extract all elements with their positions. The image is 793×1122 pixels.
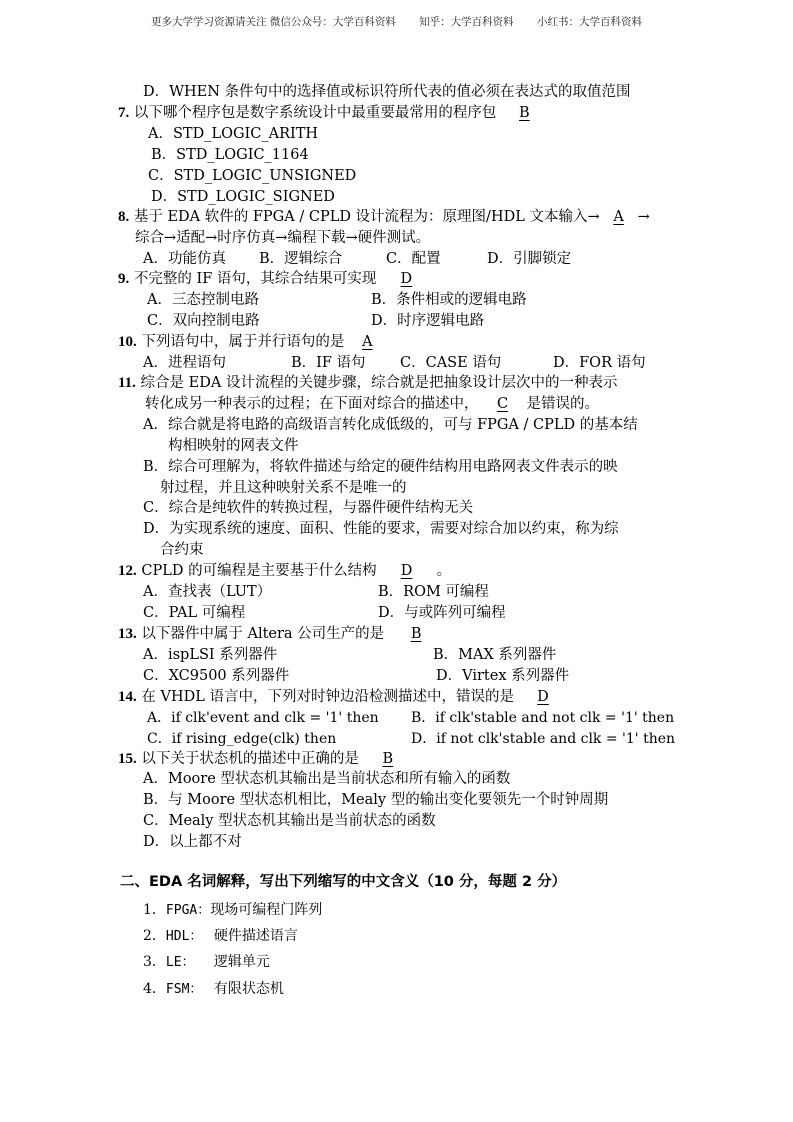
q11-option-b-line1: B．综合可理解为，将软件描述与给定的硬件结构用电路网表文件表示的映 — [143, 459, 618, 475]
q8-option-b: B．逻辑综合 — [259, 251, 343, 267]
q14-option-a: A．if clk'event and clk = '1' then — [147, 710, 379, 726]
q11-option-c: C．综合是纯软件的转换过程，与器件硬件结构无关 — [143, 500, 474, 516]
question-15 — [118, 749, 417, 769]
question-text: 综合是 EDA 设计流程的关键步骤，综合就是把抽象设计层次中的一种表示 — [140, 375, 618, 391]
question-text: 在 VHDL 语言中，下列对时钟边沿检测描述中，错误的是 — [141, 689, 514, 705]
term-meaning: 现场可编程门阵列 — [210, 902, 323, 918]
q14-option-c: C．if rising_edge(clk) then — [147, 731, 337, 747]
term-item — [143, 926, 298, 947]
answer-blank: B — [410, 626, 422, 642]
question-number: 14. — [118, 689, 137, 705]
q9-option-b: B．条件相或的逻辑电路 — [371, 292, 527, 308]
question-number: 8. — [118, 209, 130, 225]
answer-blank: A — [613, 209, 624, 225]
term-item — [143, 979, 284, 1000]
answer-blank: B — [519, 105, 530, 121]
question-number: 11. — [118, 375, 136, 391]
term-index: 1． — [143, 902, 166, 918]
term-index: 2． — [143, 928, 166, 944]
question-text: CPLD 的可编程是主要基于什么结构 — [141, 563, 377, 579]
question-13 — [118, 624, 448, 644]
q9-option-a: A．三态控制电路 — [147, 292, 259, 308]
q6-option-d: D．WHEN 条件句中的选择值或标识符所代表的值必须在表达式的取值范围 — [143, 84, 631, 100]
q10-option-d: D．FOR 语句 — [553, 355, 646, 371]
q11-option-b-line2: 射过程，并且这种映射关系不是唯一的 — [160, 480, 407, 496]
q9-option-c: C．双向控制电路 — [147, 313, 260, 329]
page-header — [0, 14, 793, 29]
q10-option-a: A．进程语句 — [143, 355, 226, 371]
question-11 — [118, 373, 617, 393]
q15-option-c: C．Mealy 型状态机其输出是当前状态的函数 — [143, 813, 436, 829]
answer-blank: A — [362, 334, 373, 350]
question-text: 基于 EDA 软件的 FPGA / CPLD 设计流程为：原理图/HDL 文本输入→ — [133, 209, 600, 225]
q13-option-a: A．ispLSI 系列器件 — [143, 647, 278, 663]
term-index: 3． — [143, 954, 166, 970]
term-item — [143, 900, 322, 921]
question-text: 以下器件中属于 Altera 公司生产的是 — [141, 626, 385, 642]
question-number: 12. — [118, 563, 137, 579]
q12-option-b: B．ROM 可编程 — [378, 584, 489, 600]
q15-option-d: D．以上都不对 — [143, 834, 242, 850]
answer-blank: D — [400, 563, 413, 579]
q8-text-line2: 综合→适配→时序仿真→编程下载→硬件测试。 — [135, 230, 431, 246]
answer-blank: D — [537, 689, 549, 705]
question-text: 以下关于状态机的描述中正确的是 — [141, 751, 359, 767]
answer-blank: D — [400, 271, 413, 287]
question-text: 以下哪个程序包是数字系统设计中最重要最常用的程序包 — [133, 105, 497, 121]
q8-option-c: C．配置 — [386, 251, 441, 267]
answer-blank: B — [382, 751, 394, 767]
q12-option-c: C．PAL 可编程 — [143, 605, 246, 621]
q7-option-c: C．STD_LOGIC_UNSIGNED — [148, 168, 357, 184]
question-number: 7. — [118, 105, 130, 121]
term-meaning: 有限状态机 — [213, 981, 284, 997]
question-10 — [118, 332, 390, 352]
q11-option-a-line1: A．综合就是将电路的高级语言转化成低级的，可与 FPGA / CPLD 的基本结 — [143, 417, 638, 433]
q11-text-line2 — [145, 394, 599, 414]
question-8 — [118, 207, 650, 227]
q8-option-a: A．功能仿真 — [143, 251, 226, 267]
term-item — [143, 952, 270, 973]
header-wechat: 更多大学学习资源请关注 微信公众号：大学百科资料 — [150, 16, 396, 28]
question-12 — [118, 561, 451, 581]
question-9 — [118, 269, 436, 289]
question-7 — [118, 103, 552, 123]
q15-option-b: B．与 Moore 型状态机相比，Mealy 型的输出变化要领先一个时钟周期 — [143, 792, 609, 808]
q12-option-a: A．查找表（LUT） — [143, 584, 272, 600]
q7-option-a: A．STD_LOGIC_ARITH — [148, 126, 319, 142]
q11-option-a-line2: 构相映射的网表文件 — [168, 438, 299, 454]
header-zhihu: 知乎：大学百科资料 — [419, 16, 514, 28]
q13-option-c: C．XC9500 系列器件 — [143, 668, 290, 684]
question-text: 下列语句中，属于并行语句的是 — [141, 334, 345, 350]
term-abbr: FSM： — [165, 982, 203, 997]
q13-option-b: B．MAX 系列器件 — [433, 647, 557, 663]
term-abbr: FPGA： — [165, 903, 211, 918]
answer-blank: C — [496, 396, 509, 412]
term-index: 4． — [143, 981, 166, 997]
q10-option-c: C．CASE 语句 — [400, 355, 502, 371]
question-text-after: → — [637, 209, 650, 225]
q7-option-d: D．STD_LOGIC_SIGNED — [151, 189, 335, 205]
q7-option-b: B．STD_LOGIC_1164 — [151, 147, 309, 163]
term-meaning: 逻辑单元 — [213, 954, 270, 970]
q15-option-a: A．Moore 型状态机其输出是当前状态和所有输入的函数 — [143, 771, 511, 787]
q14-option-d: D．if not clk'stable and clk = '1' then — [411, 731, 676, 747]
term-meaning: 硬件描述语言 — [213, 928, 298, 944]
question-number: 10. — [118, 334, 137, 350]
question-number: 13. — [118, 626, 137, 642]
q8-option-d: D．引脚锁定 — [487, 251, 572, 267]
q11-option-d-line2: 合约束 — [160, 542, 204, 558]
question-text: 不完整的 IF 语句，其综合结果可实现 — [133, 271, 377, 287]
section-2-title: 二、EDA 名词解释，写出下列缩写的中文含义（10 分，每题 2 分） — [120, 874, 567, 890]
q10-option-b: B．IF 语句 — [291, 355, 366, 371]
question-text-after: 是错误的。 — [526, 396, 599, 412]
q11-option-d-line1: D．为实现系统的速度、面积、性能的要求，需要对综合加以约束，称为综 — [143, 521, 619, 537]
q9-option-d: D．时序逻辑电路 — [371, 313, 485, 329]
term-abbr: LE： — [165, 955, 195, 970]
question-text: 转化成另一种表示的过程；在下面对综合的描述中， — [145, 396, 479, 412]
question-14 — [118, 687, 572, 707]
question-text-after: 。 — [436, 563, 452, 579]
q14-option-b: B．if clk'stable and not clk = '1' then — [411, 710, 675, 726]
question-number: 15. — [118, 751, 137, 767]
question-number: 9. — [118, 271, 130, 287]
header-xiaohongshu: 小红书：大学百科资料 — [537, 16, 643, 28]
q12-option-d: D．与或阵列可编程 — [378, 605, 506, 621]
q13-option-d: D．Virtex 系列器件 — [436, 668, 570, 684]
term-abbr: HDL： — [165, 929, 203, 944]
